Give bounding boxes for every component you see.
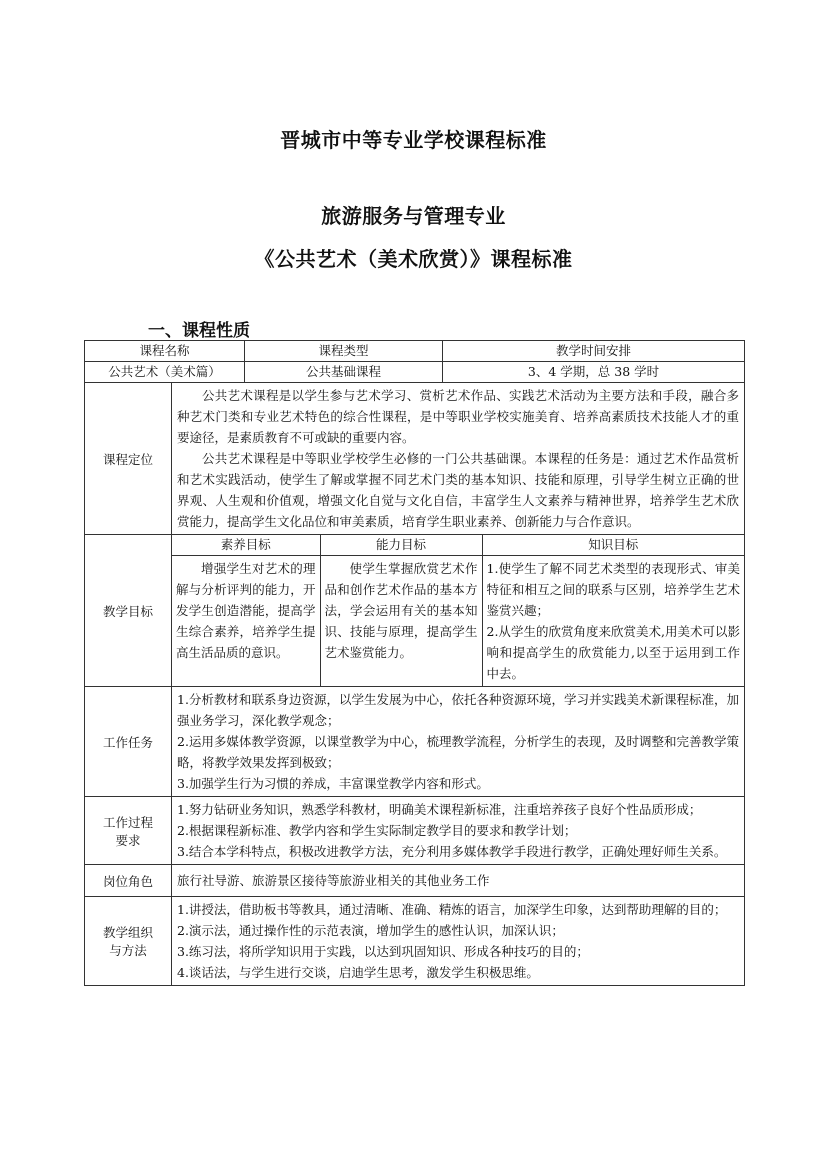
header-course-type: 课程类型 [245,341,443,362]
role-label: 岗位角色 [85,865,172,897]
process-item: 3.结合本学科特点，积极改进教学方法，充分利用多媒体教学手段进行教学，正确处理好师生关系。 [177,844,727,859]
process-text [172,797,745,865]
course-name-value: 公共艺术（美术篇） [85,362,245,383]
process-label [85,797,172,865]
task-item: 1.分析教材和联系身边资源，以学生发展为中心，依托各种资源环境，学习并实践美术新课程标准，加强业务学习，深化教学观念； [177,692,740,728]
goals-header-literacy: 素养目标 [172,535,320,556]
table-header-row [85,341,745,362]
table-row-course-info [85,362,745,383]
table-row-positioning [85,383,745,535]
table-row-role [85,865,745,897]
process-label-line: 工作过程 [102,814,153,830]
methods-text [172,897,745,986]
goals-header-knowledge: 知识目标 [482,535,744,556]
literacy-goal-text: 增强学生对艺术的理解与分析评判的能力，开发学生创造潜能，提高学生综合素养，培养学生提高生活品质的意识。 [172,556,320,687]
header-schedule: 教学时间安排 [443,341,745,362]
method-item: 2.演示法，通过操作性的示范表演，增加学生的感性认识，加深认识； [177,923,564,938]
course-nature-table [84,340,745,986]
positioning-paragraph: 公共艺术课程是以学生参与艺术学习、赏析艺术作品、实践艺术活动为主要方法和手段，融合多种艺术门类和专业艺术特色的综合性课程，是中等职业学校实施美育、培养高素质技术技能人才的重要途径，是素质教育不可或缺的重要内容。 [177,388,740,445]
methods-label [85,897,172,986]
methods-label-line: 与方法 [109,943,147,958]
task-item: 3.加强学生行为习惯的养成，丰富课堂教学内容和形式。 [177,776,489,791]
major-title: 旅游服务与管理专业 [321,204,506,228]
knowledge-goal-item: 2.从学生的欣赏角度来欣赏美术,用美术可以影响和提高学生的欣赏能力,以至于运用到工作中去。 [486,624,741,681]
knowledge-goal-item: 1.使学生了解不同艺术类型的表现形式、审美特征和相互之间的联系与区别，培养学生艺术鉴赏兴趣； [486,561,741,618]
method-item: 1.讲授法，借助板书等教具，通过清晰、准确、精炼的语言，加深学生印象，达到帮助理解的目的； [177,902,727,917]
course-type-value: 公共基础课程 [245,362,443,383]
methods-label-line: 教学组织 [102,925,153,940]
positioning-text [172,383,745,535]
school-standard-title: 晋城市中等专业学校课程标准 [280,128,547,152]
table-row-tasks [85,687,745,797]
table-row-goals [85,535,745,687]
tasks-text [172,687,745,797]
table-row-methods [85,897,745,986]
role-text: 旅行社导游、旅游景区接待等旅游业相关的其他业务工作 [172,865,745,897]
method-item: 3.练习法，将所学知识用于实践，以达到巩固知识、形成各种技巧的目的； [177,944,589,959]
section-heading-course-nature: 一、课程性质 [148,321,250,341]
process-label-line: 要求 [115,832,141,848]
positioning-label: 课程定位 [85,383,172,535]
ability-goal-text: 使学生掌握欣赏艺术作品和创作艺术作品的基本方法，学会运用有关的基本知识、技能与原理，提高学生艺术鉴赏能力。 [320,556,482,687]
goals-container [172,535,745,687]
process-item: 1.努力钻研业务知识，熟悉学科教材，明确美术课程新标准，注重培养孩子良好个性品质形成； [177,802,702,817]
goals-label: 教学目标 [85,535,172,687]
schedule-value: 3、4 学期，总 38 学时 [443,362,745,383]
table-row-process [85,797,745,865]
positioning-paragraph: 公共艺术课程是中等职业学校学生必修的一门公共基础课。本课程的任务是：通过艺术作品赏析和艺术实践活动，使学生了解或掌握不同艺术门类的基本知识、技能和原理，引导学生树立正确的世界观、人生观和价值观，增强文化自觉与文化自信，丰富学生人文素养与精神世界，培养学生艺术欣赏能力，提高学生文化品位和审美素质，培育学生职业素养、创新能力与合作意识。 [177,451,740,529]
knowledge-goal-text [482,556,744,687]
method-item: 4.谈话法，与学生进行交谈，启迪学生思考，激发学生积极思维。 [177,965,539,980]
tasks-label: 工作任务 [85,687,172,797]
process-item: 2.根据课程新标准、教学内容和学生实际制定教学目的要求和教学计划； [177,823,577,838]
goals-header-ability: 能力目标 [320,535,482,556]
course-standard-title: 《公共艺术（美术欣赏）》课程标准 [254,247,573,271]
header-course-name: 课程名称 [85,341,245,362]
task-item: 2.运用多媒体教学资源，以课堂教学为中心，梳理教学流程，分析学生的表现，及时调整和完善教学策略，将教学效果发挥到极致； [177,734,740,770]
goals-inner-table [172,535,744,686]
